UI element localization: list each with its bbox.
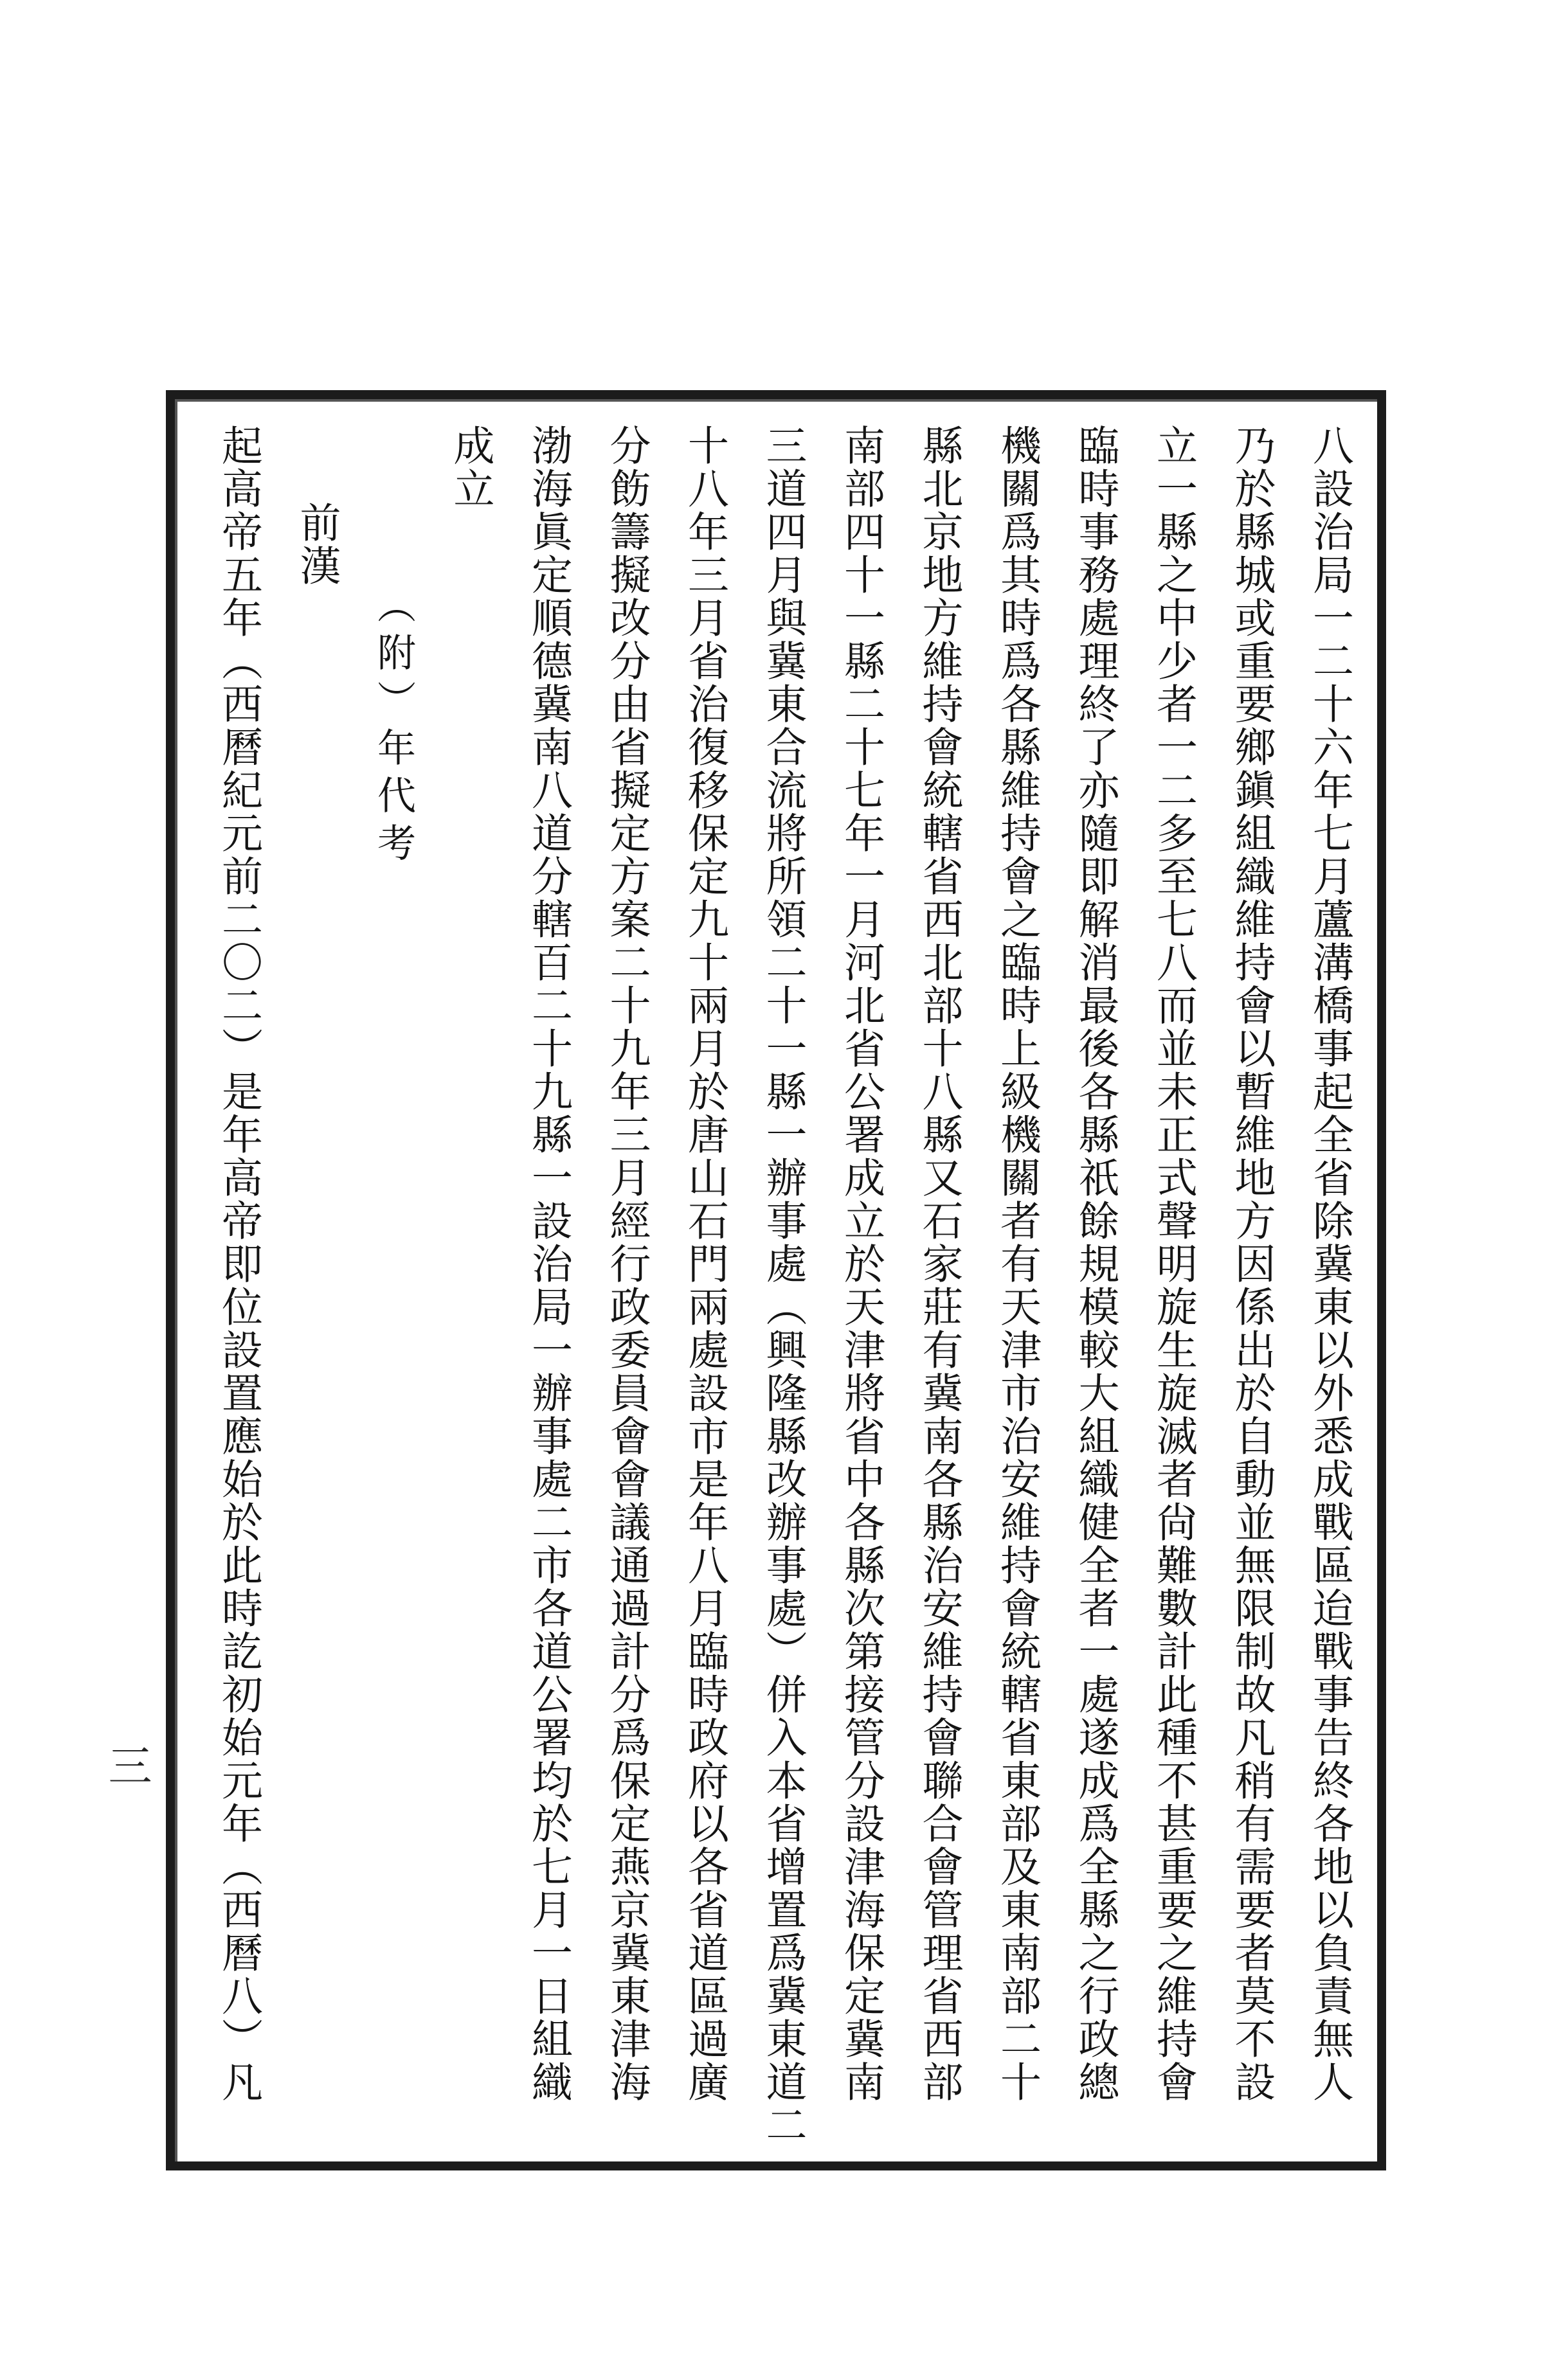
text-column: 乃於縣城或重要鄉鎭組織維持會以暫維地方因係出於自動並無限制故凡稍有需要者莫不設 [1227, 424, 1276, 2104]
text-column: 起高帝五年（西曆紀元前二〇二）是年高帝即位設置應始於此時訖初始元年（西曆八）凡 [215, 424, 262, 2104]
vertical-text-body [193, 424, 1353, 2147]
text-column: 三道四月與冀東合流將所領二十一縣一辦事處（興隆縣改辦事處）併入本省增置爲冀東道二 [759, 424, 807, 2147]
text-column: 成立 [446, 424, 494, 510]
page-number: 三 [101, 1743, 152, 1787]
text-column: 分飭籌擬改分由省擬定方案二十九年三月經行政委員會會議通過計分爲保定燕京冀東津海 [602, 424, 651, 2104]
appendix-heading: （附）年代考 [371, 585, 416, 870]
text-column: 南部四十一縣二十七年一月河北省公署成立於天津將省中各縣次第接管分設津海保定冀南 [837, 424, 885, 2104]
text-column: 機關爲其時爲各縣維持會之臨時上級機關者有天津市治安維持會統轄省東部及東南部二十 [993, 424, 1041, 2104]
text-column: 渤海眞定順德冀南八道分轄百二十九縣一設治局一辦事處二市各道公署均於七月一日組織 [525, 424, 572, 2104]
text-column: 八設治局一二十六年七月蘆溝橋事起全省除冀東以外悉成戰區迨戰事告終各地以負責無人 [1306, 424, 1353, 2104]
text-column: 縣北京地方維持會統轄省西北部十八縣又石家莊有冀南各縣治安維持會聯合會管理省西部 [915, 424, 963, 2104]
dynasty-heading: 前漢 [293, 501, 341, 587]
text-column: 立一縣之中少者一二多至七八而並未正式聲明旋生旋滅者尙難數計此種不甚重要之維持會 [1150, 424, 1197, 2104]
text-column: 十八年三月省治復移保定九十兩月於唐山石門兩處設市是年八月臨時政府以各省道區過廣 [681, 424, 728, 2104]
text-column: 臨時事務處理終了亦隨即解消最後各縣祇餘規模較大組織健全者一處遂成爲全縣之行政總 [1071, 424, 1119, 2104]
